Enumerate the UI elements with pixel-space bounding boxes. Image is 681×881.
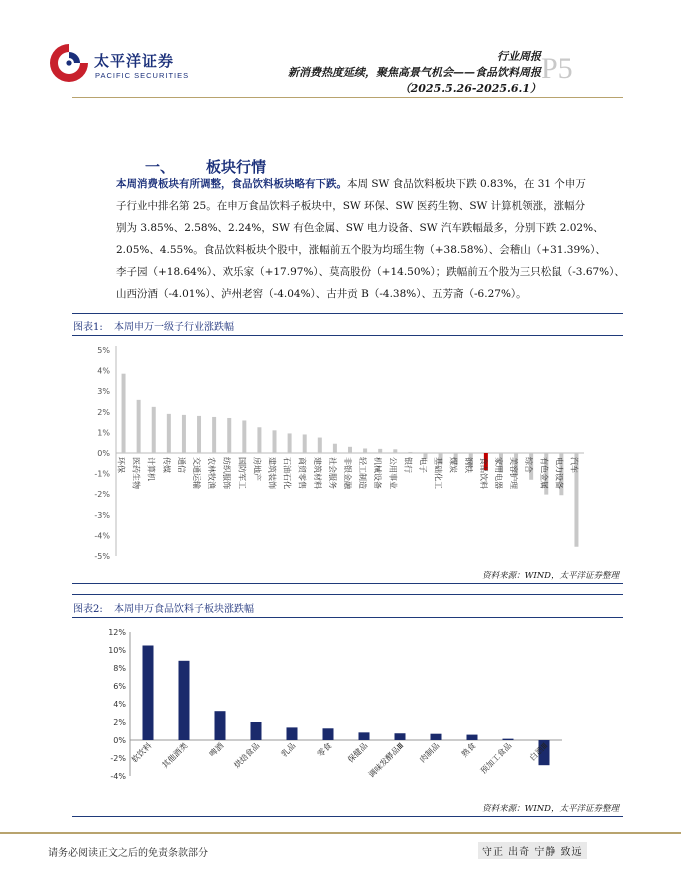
- bar: [215, 711, 226, 740]
- paragraph-line: 2.05%、4.55%。食品饮料板块个股中，涨幅前五个股为均瑶生物（+38.58%）、会稽山（+31.39%）、: [116, 244, 606, 256]
- bar: [137, 400, 141, 453]
- x-tick-label: 预加工食品: [478, 741, 514, 776]
- bar: [287, 727, 298, 740]
- y-tick-label: 1%: [97, 428, 110, 438]
- y-tick-label: -2%: [94, 490, 110, 500]
- y-tick-label: 2%: [97, 407, 110, 417]
- paragraph-line: 子行业中排名第 25。在申万食品饮料子板块中，SW 环保、SW 医药生物、SW 计算机领涨，涨幅分: [116, 200, 586, 212]
- x-tick-label: 农林牧渔: [207, 457, 217, 489]
- x-tick-label: 轻工制造: [358, 457, 368, 489]
- lead-sentence: 本周消费板块有所调整，食品饮料板块略有下跌。: [116, 178, 347, 190]
- y-tick-label: 4%: [113, 700, 126, 709]
- bar: [303, 434, 307, 453]
- bar: [273, 430, 277, 453]
- figure2-label: 图表2:: [73, 604, 103, 615]
- x-tick-label: 家用电器: [493, 457, 503, 489]
- x-tick-label: 石油石化: [282, 457, 292, 489]
- y-tick-label: 4%: [97, 366, 110, 376]
- paragraph-line: 山西汾酒（-4.01%）、泸州老窖（-4.04%）、古井贡 B（-4.38%）、五芳斋（-6.27%）。: [116, 288, 527, 300]
- x-tick-label: 纺织服饰: [222, 457, 232, 489]
- x-tick-label: 通信: [176, 457, 186, 473]
- bar: [323, 728, 334, 740]
- x-tick-label: 医药生物: [131, 457, 141, 489]
- x-tick-label: 汽车: [569, 457, 579, 473]
- figure1-title: 本周申万一级子行业涨跌幅: [114, 322, 234, 333]
- bar: [378, 449, 382, 453]
- bar: [182, 415, 186, 453]
- y-tick-label: -1%: [94, 469, 110, 479]
- y-tick-label: 10%: [108, 646, 126, 655]
- bar: [167, 414, 171, 453]
- x-tick-label: 钢铁: [463, 457, 473, 473]
- y-tick-label: 3%: [97, 387, 110, 397]
- figure2-title-rule: [72, 617, 623, 618]
- y-tick-label: 12%: [108, 628, 126, 637]
- x-tick-label: 国防军工: [237, 457, 247, 489]
- bar: [152, 407, 156, 453]
- industry-return-chart: [72, 338, 623, 566]
- report-date-range: （2025.5.26-2025.6.1）: [399, 82, 541, 95]
- bar: [408, 452, 412, 453]
- x-tick-label: 其他酒类: [160, 741, 190, 771]
- figure1-top-rule: [72, 313, 623, 314]
- bar: [122, 374, 126, 453]
- x-tick-label: 美容护理: [509, 457, 519, 489]
- x-tick-label: 社会服务: [327, 457, 337, 489]
- x-tick-label: 调味发酵品Ⅲ: [366, 741, 406, 780]
- page-number: P5: [541, 52, 573, 85]
- x-tick-label: 非银金融: [343, 457, 352, 489]
- paragraph-line-1: [116, 173, 636, 195]
- y-tick-label: -3%: [94, 510, 110, 520]
- bar: [242, 420, 246, 453]
- x-tick-label: 公用事业: [388, 457, 398, 489]
- x-tick-label: 银行: [403, 457, 413, 473]
- x-tick-label: 房地产: [252, 457, 262, 481]
- bar: [467, 735, 478, 740]
- bar: [227, 418, 231, 453]
- x-tick-label: 电力设备: [554, 457, 564, 490]
- figure2-title: 本周申万食品饮料子板块涨跌幅: [114, 604, 254, 615]
- x-tick-label: 白酒Ⅲ: [527, 741, 550, 763]
- bar: [257, 427, 261, 453]
- x-tick-label: 有色金属: [539, 457, 549, 489]
- paragraph-line: 别为 3.85%、2.58%、2.24%，SW 有色金属、SW 电力设备、SW 汽车跌幅最多，分别下跌 2.02%、: [116, 222, 604, 234]
- x-tick-label: 机械设备: [373, 457, 383, 489]
- bar: [179, 661, 190, 740]
- x-tick-label: 煤炭: [448, 457, 458, 473]
- figure1-label: 图表1:: [73, 322, 103, 333]
- y-tick-label: 8%: [113, 664, 126, 673]
- bar: [348, 447, 352, 453]
- y-tick-label: 0%: [97, 449, 110, 458]
- bar: [251, 722, 262, 740]
- bar: [393, 449, 397, 453]
- x-tick-label: 综合: [524, 457, 534, 473]
- bar: [143, 646, 154, 741]
- x-tick-label: 环保: [116, 457, 126, 473]
- x-tick-label: 传媒: [161, 457, 171, 473]
- bar: [363, 448, 367, 453]
- report-category: 行业周报: [497, 50, 541, 63]
- x-tick-label: 计算机: [146, 457, 156, 481]
- x-tick-label: 交通运输: [192, 457, 202, 489]
- logo-english: PACIFIC SECURITIES: [95, 71, 190, 80]
- section-number: 一、: [145, 158, 176, 176]
- x-tick-label: 建筑材料: [312, 457, 322, 489]
- x-tick-label: 熟食: [459, 741, 478, 759]
- paragraph-line-1-text: 本周 SW 食品饮料板块下跌 0.83%，在 31 个申万: [347, 178, 586, 190]
- bar: [431, 734, 442, 740]
- bar: [288, 433, 292, 453]
- logo-text: 太平洋证券: [94, 52, 175, 70]
- bar: [197, 416, 201, 453]
- y-tick-label: 5%: [97, 346, 110, 355]
- figure2-bottom-rule: [72, 816, 623, 817]
- bar: [318, 438, 322, 453]
- bar: [212, 417, 216, 453]
- paragraph-line: 李子园（+18.64%）、欢乐家（+17.97%）、莫高股份（+14.50%）；跌幅前五个股为三只松鼠（-3.67%）、: [116, 266, 625, 278]
- x-tick-label: 电子: [418, 457, 428, 473]
- x-tick-label: 建筑装饰: [267, 457, 277, 489]
- footer-slogan: 守正 出奇 宁静 致远: [478, 842, 587, 859]
- figure1-source: 资料来源：WIND，太平洋证券整理: [482, 571, 619, 581]
- x-tick-label: 烘焙食品: [232, 741, 262, 771]
- x-tick-label: 保健品: [346, 741, 370, 765]
- x-tick-label: 商贸零售: [297, 457, 307, 489]
- figure1-bottom-rule: [72, 583, 623, 584]
- y-tick-label: -4%: [94, 531, 110, 541]
- x-tick-label: 食品饮料: [478, 457, 488, 489]
- footer-rule: [0, 832, 681, 834]
- footer-disclaimer: 请务必阅读正文之后的免责条款部分: [48, 848, 208, 859]
- bar: [395, 733, 406, 740]
- x-tick-label: 基础化工: [433, 457, 443, 489]
- food-beverage-subsector-chart: [72, 622, 623, 798]
- y-tick-label: 2%: [113, 718, 126, 727]
- figure1-title-rule: [72, 335, 623, 336]
- y-tick-label: -4%: [110, 772, 126, 781]
- figure2-source: 资料来源：WIND，太平洋证券整理: [482, 804, 619, 814]
- company-logo-icon: [48, 42, 90, 84]
- report-title: 新消费热度延续，聚焦高景气机会——食品饮料周报: [288, 66, 541, 79]
- x-tick-label: 零食: [315, 741, 334, 759]
- header-rule: [72, 97, 623, 98]
- y-tick-label: -5%: [94, 552, 110, 561]
- figure2-top-rule: [72, 594, 623, 595]
- bar: [359, 732, 370, 740]
- bar: [333, 444, 337, 453]
- x-tick-label: 啤酒: [207, 741, 226, 759]
- y-tick-label: 6%: [113, 682, 126, 691]
- body-paragraph: [116, 173, 636, 305]
- x-tick-label: 乳品: [279, 741, 298, 759]
- x-tick-label: 肉制品: [418, 741, 442, 765]
- x-tick-label: 软饮料: [130, 741, 154, 765]
- bar: [503, 739, 514, 740]
- y-tick-label: 0%: [113, 736, 126, 745]
- section-heading: 板块行情: [206, 158, 267, 176]
- y-tick-label: -2%: [110, 754, 126, 763]
